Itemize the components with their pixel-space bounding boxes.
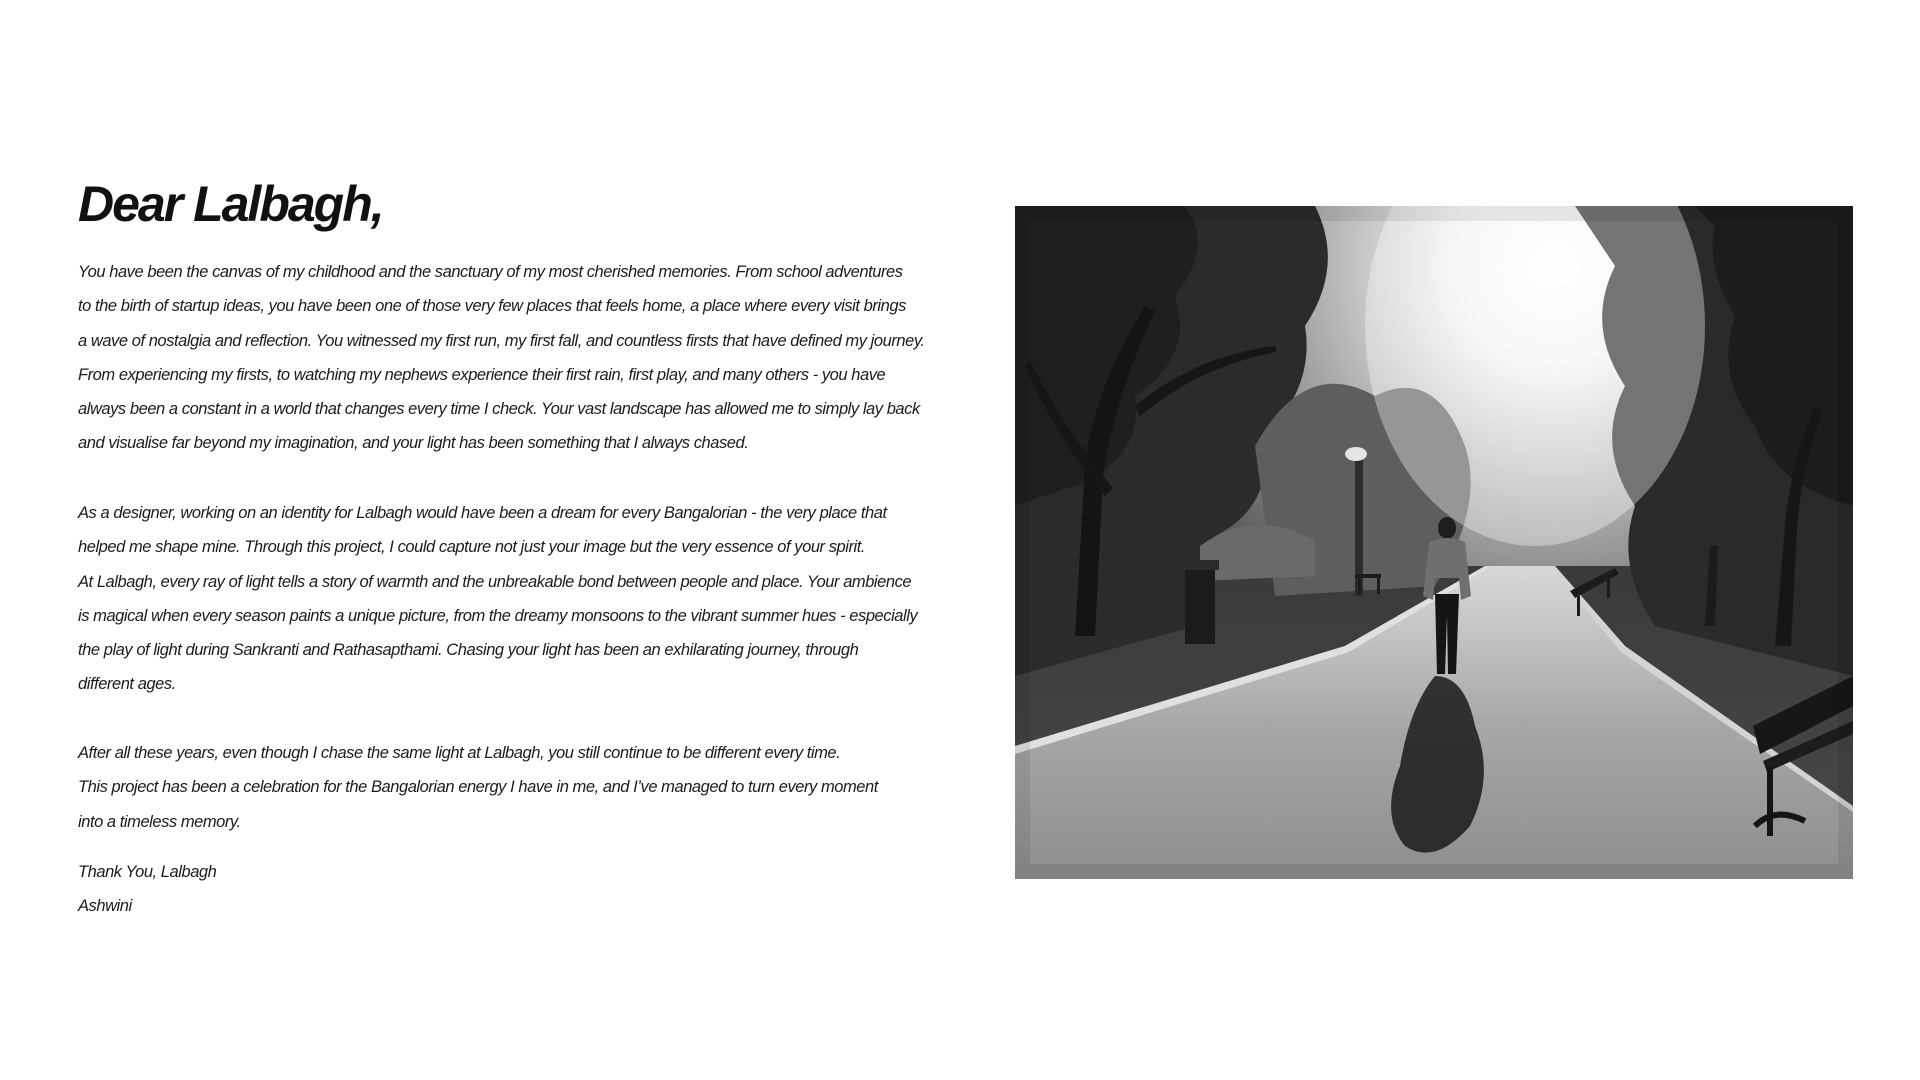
photo-illustration [1015, 206, 1853, 879]
text-line: From experiencing my firsts, to watching my nephews experience their first rain, first play, and many others - you have [78, 365, 886, 384]
text-line: and visualise far beyond my imagination, and your light has been something that I always chased. [78, 434, 749, 453]
text-line: the play of light during Sankranti and Rathasapthami. Chasing your light has been an exhilarating journey, through [78, 641, 859, 660]
letter-paragraph-3 [78, 736, 878, 839]
letter-title: Dear Lalbagh, [78, 176, 383, 232]
text-line: is magical when every season paints a unique picture, from the dreamy monsoons to the vibrant summer hues - especially [78, 606, 918, 625]
text-line: After all these years, even though I chase the same light at Lalbagh, you still continue to be different every time. [78, 744, 841, 762]
text-line: At Lalbagh, every ray of light tells a story of warmth and the unbreakable bond between people and place. Your ambience [78, 572, 912, 591]
text-line: helped me shape mine. Through this project, I could capture not just your image but the very essence of your spirit. [78, 538, 865, 557]
text-line: into a timeless memory. [78, 812, 241, 831]
letter-signoff [78, 855, 216, 924]
signoff-line: Thank You, Lalbagh [78, 863, 217, 881]
text-line: a wave of nostalgia and reflection. You witnessed my first run, my first fall, and countless firsts that have defined my journey. [78, 331, 925, 350]
text-line: As a designer, working on an identity for Lalbagh would have been a dream for every Bangalorian - the very place that [78, 504, 887, 522]
text-line: always been a constant in a world that changes every time I check. Your vast landscape has allowed me to simply lay back [78, 400, 920, 419]
text-line: You have been the canvas of my childhood and the sanctuary of my most cherished memories. From school adventures [78, 263, 903, 281]
letter [78, 172, 958, 916]
park-path-photo [1015, 206, 1853, 879]
text-line: to the birth of startup ideas, you have been one of those very few places that feels home, a place where every visit brings [78, 297, 906, 316]
text-line: This project has been a celebration for the Bangalorian energy I have in me, and I’ve managed to turn every moment [78, 778, 878, 797]
text-line: different ages. [78, 675, 176, 694]
letter-paragraph-2 [78, 496, 917, 702]
letter-paragraph-1 [78, 255, 925, 461]
signature-name: Ashwini [78, 897, 132, 916]
